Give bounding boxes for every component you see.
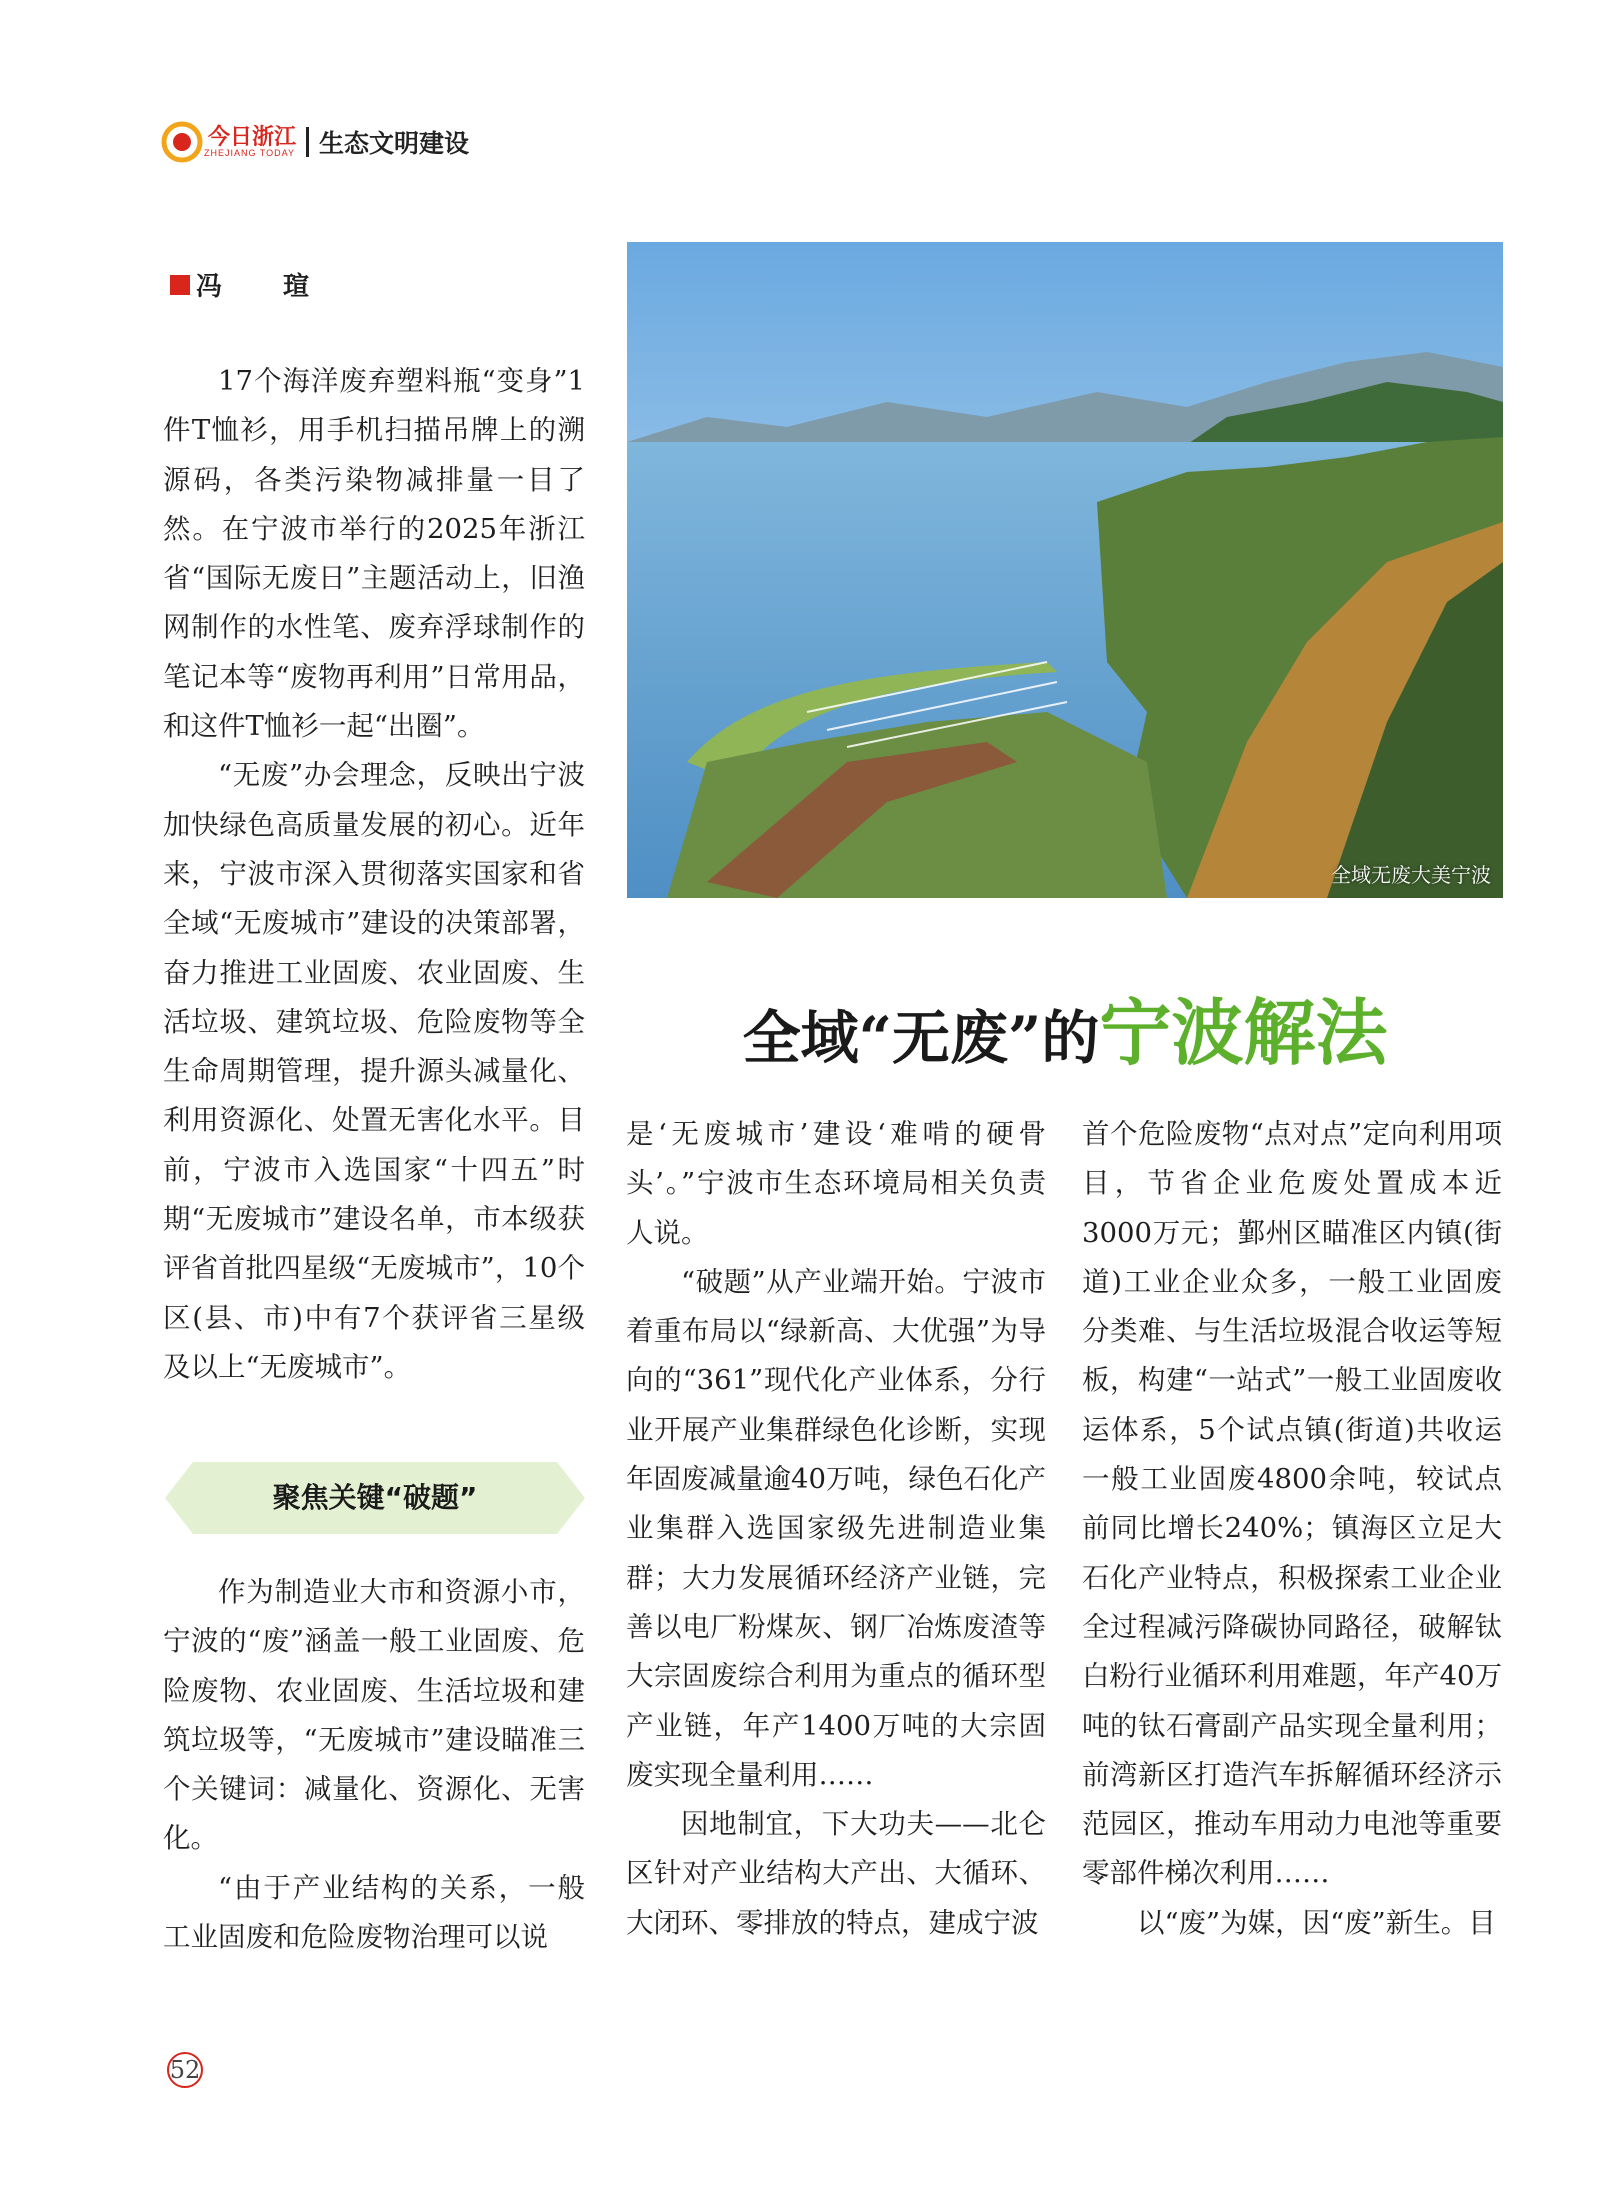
paragraph: 是‘无废城市’建设‘难啃的硬骨头’。”宁波市生态环境局相关负责人说。 <box>626 1118 1046 1249</box>
paragraph: 首个危险废物“点对点”定向利用项目，节省企业危废处置成本近3000万元；鄞州区瞄准区内镇(街道)工业企业众多，一般工业固废分类难、与生活垃圾混合收运等短板，构建“一站式”一般工业固废收运体系，5个试点镇(街道)共收运一般工业固废4800余吨，较试点前同比增长240%；镇海区立足大石化产业特点，积极探索工业企业全过程减污降碳协同路径，破解钛白粉行业循环利用难题，年产40万吨的钛石膏副产品实现全量利用；前湾新区打造汽车拆解循环经济示范园区，推动车用动力电池等重要零部件梯次利用…… <box>1082 1118 1502 1890</box>
author-name: 冯 瑄 <box>196 272 336 302</box>
paragraph: 因地制宜，下大功夫——北仑区针对产业结构大产出、大循环、大闭环、零排放的特点，建成宁波 <box>626 1808 1046 1939</box>
paragraph: 以“废”为媒，因“废”新生。目 <box>1137 1906 1496 1939</box>
byline-square-icon <box>170 275 190 295</box>
article-column-1 <box>163 357 585 1392</box>
paragraph: 作为制造业大市和资源小市，宁波的“废”涵盖一般工业固废、危险废物、农业固废、生活垃圾和建筑垃圾等，“无废城市”建设瞄准三个关键词：减量化、资源化、无害化。 <box>163 1576 585 1855</box>
title-part-1: 全域“无废”的 <box>742 1004 1100 1072</box>
lake-aerial-photo <box>627 242 1503 898</box>
article-column-1-lower <box>163 1568 585 1962</box>
section-title: 生态文明建设 <box>319 129 470 158</box>
subhead-text: 聚焦关键“破题” <box>272 1481 478 1514</box>
logo-chinese: 今日浙江 <box>208 124 297 150</box>
article-title <box>620 975 1510 1079</box>
header-divider <box>306 127 309 157</box>
paragraph: “由于产业结构的关系，一般工业固废和危险废物治理可以说 <box>163 1871 585 1954</box>
paragraph: 17个海洋废弃塑料瓶“变身”1件T恤衫，用手机扫描吊牌上的溯源码，各类污染物减排量一目了然。在宁波市举行的2025年浙江省“国际无废日”主题活动上，旧渔网制作的水性笔、废弃浮球制作的笔记本等“废物再利用”日常用品，和这件T恤衫一起“出圈”。 <box>163 365 585 743</box>
title-part-2: 宁波解法 <box>1099 991 1388 1075</box>
page-number <box>165 2050 205 2090</box>
masthead <box>160 118 469 166</box>
logo-english: ZHEJIANG TODAY <box>204 148 296 158</box>
page-number-text: 52 <box>169 2056 201 2084</box>
sun-logo-icon <box>160 120 204 164</box>
paragraph: “无废”办会理念，反映出宁波加快绿色高质量发展的初心。近年来，宁波市深入贯彻落实国家和省全域“无废城市”建设的决策部署，奋力推进工业固废、农业固废、生活垃圾、建筑垃圾、危险废物等全生命周期管理，提升源头减量化、利用资源化、处置无害化水平。目前，宁波市入选国家“十四五”时期“无废城市”建设名单，市本级获评省首批四星级“无废城市”，10个区(县、市)中有7个获评省三星级及以上“无废城市”。 <box>163 759 585 1383</box>
photo-caption: 全域无废大美宁波 <box>1331 863 1491 887</box>
photo-illustration <box>627 242 1503 898</box>
paragraph: “破题”从产业端开始。宁波市着重布局以“绿新高、大优强”为导向的“361”现代化产业体系，分行业开展产业集群绿色化诊断，实现年固废减量逾40万吨，绿色石化产业集群入选国家级先进制造业集群；大力发展循环经济产业链，完善以电厂粉煤灰、钢厂冶炼废渣等大宗固废综合利用为重点的循环型产业链，年产1400万吨的大宗固废实现全量利用…… <box>626 1265 1046 1791</box>
section-subhead <box>165 1462 585 1534</box>
magazine-logo <box>204 126 296 158</box>
article-column-3 <box>1082 1110 1502 1948</box>
article-column-2 <box>626 1110 1046 1948</box>
byline <box>170 266 335 303</box>
